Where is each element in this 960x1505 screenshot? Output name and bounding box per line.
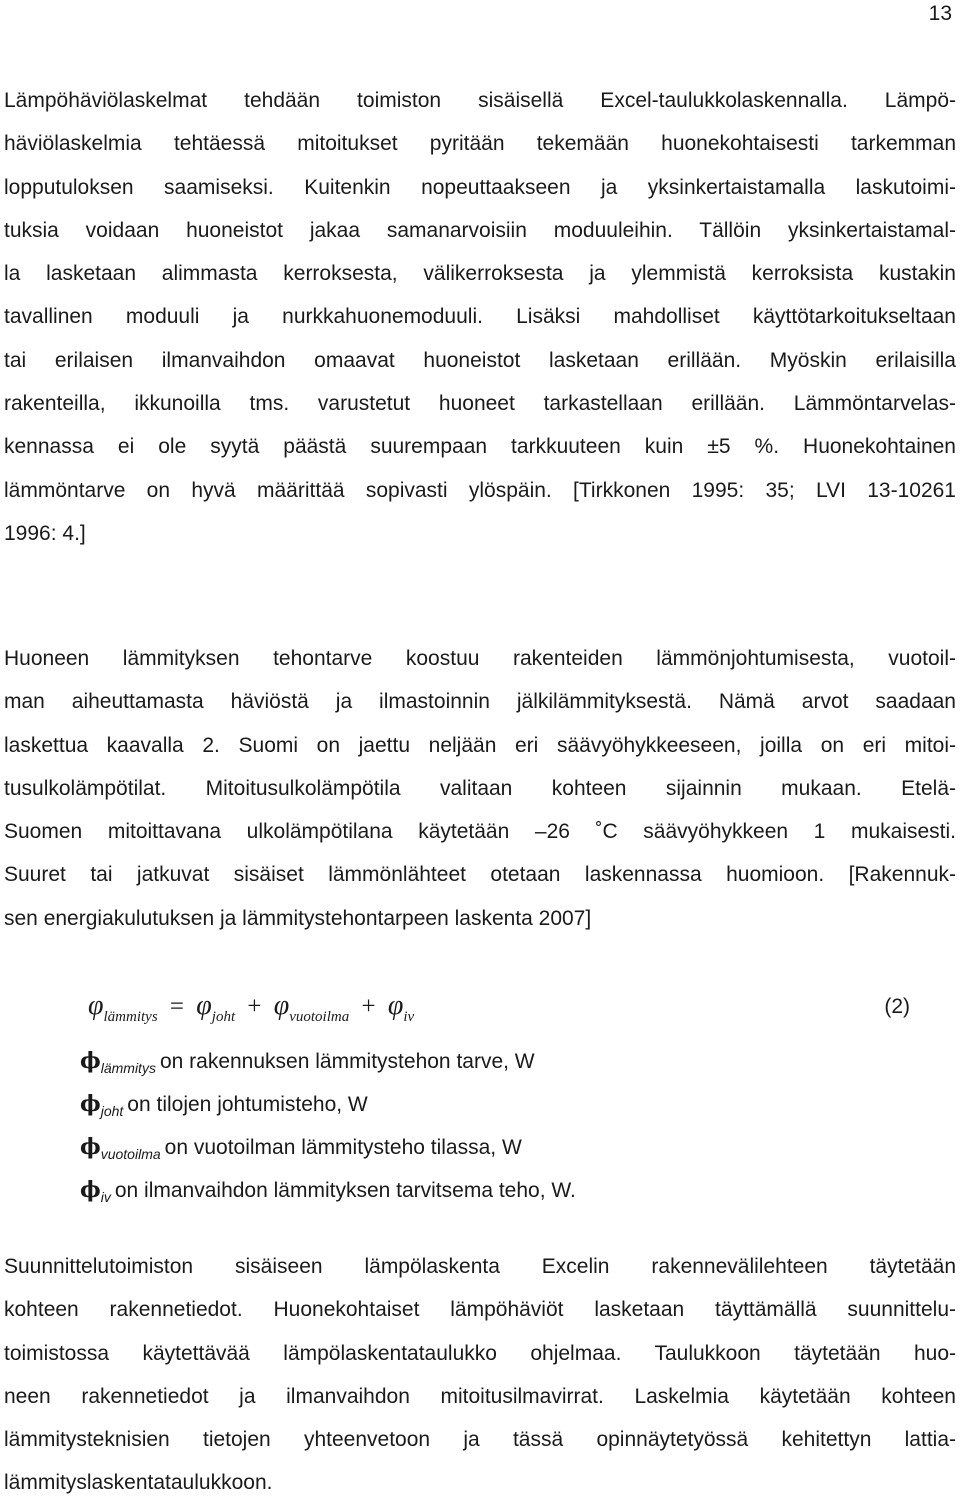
text-line: lopputuloksen saamiseksi. Kuitenkin nopeuttaakseen ja yksinkertaistamalla laskutoimi- [4, 175, 956, 199]
definition-item [80, 1126, 576, 1169]
paragraph-heat-loss-calculations [4, 79, 956, 555]
definition-item [80, 1169, 576, 1212]
text-line: Lämpöhäviölaskelmat tehdään toimiston sisäisellä Excel-taulukkolaskennalla. Lämpö- [4, 89, 956, 112]
definition-text: on tilojen johtumisteho, W [127, 1093, 368, 1116]
paragraph-heating-power-demand [4, 637, 956, 940]
paragraph-office-calculation [4, 1245, 956, 1505]
formula-subscript: joht [211, 1009, 236, 1025]
definition-subscript: lämmitys [100, 1060, 156, 1076]
text-line: Suuret tai jatkuvat sisäiset lämmönlähteet otetaan laskennassa huomioon. [Rakennuk- [4, 863, 956, 887]
text-line: Suomen mitoittavana ulkolämpötilana käytetään –26 ˚C säävyöhykkeen 1 mukaisesti. [4, 820, 956, 844]
definition-subscript: joht [100, 1103, 124, 1119]
text-line: tuksia voidaan huoneistot jakaa samanarvoisiin moduuleihin. Tällöin yksinkertaistamal- [4, 218, 956, 242]
page-number: 13 [928, 2, 952, 25]
text-line: Huoneen lämmityksen tehontarve koostuu rakenteiden lämmönjohtumisesta, vuotoil- [4, 647, 956, 670]
definition-subscript: vuotoilma [100, 1146, 161, 1162]
text-line: toimistossa käytettävää lämpölaskentataulukko ohjelmaa. Taulukkoon täytetään huo- [4, 1341, 956, 1365]
text-line: kohteen rakennetiedot. Huonekohtaiset lämpöhäviöt lasketaan täyttämällä suunnittelu- [4, 1298, 956, 1322]
formula-plus: + [247, 993, 262, 1020]
text-line: neen rakennetiedot ja ilmanvaihdon mitoitusilmavirrat. Laskelmia käytetään kohteen [4, 1384, 956, 1408]
text-line: lämmitysteknisien tietojen yhteenvetoon ja tässä opinnäytetyössä kehitettyn lattia- [4, 1428, 956, 1452]
definition-text: on vuotoilman lämmitysteho tilassa, W [164, 1136, 522, 1159]
symbol-definitions [80, 1040, 576, 1212]
definition-text: on rakennuksen lämmitystehon tarve, W [159, 1050, 535, 1073]
definition-item [80, 1040, 576, 1083]
text-line: lämmityslaskentataulukkoon. [4, 1471, 273, 1495]
text-line: rakenteilla, ikkunoilla tms. varustetut huoneet tarkastellaan erillään. Lämmöntarvelas- [4, 392, 956, 416]
definition-text: on ilmanvaihdon lämmityksen tarvitsema teho, W. [114, 1179, 576, 1202]
formula-subscript: lämmitys [103, 1009, 158, 1025]
text-line: Suunnittelutoimiston sisäiseen lämpölaskenta Excelin rakennevälilehteen täytetään [4, 1255, 956, 1278]
definition-subscript: iv [100, 1189, 111, 1205]
text-line: lämmöntarve on hyvä määrittää sopivasti ylöspäin. [Tirkkonen 1995: 35; LVI 13-10261 [4, 478, 956, 502]
text-line: laskettua kaavalla 2. Suomi on jaettu neljään eri säävyöhykkeeseen, joilla on eri mitoi- [4, 733, 956, 757]
formula-plus: + [361, 993, 376, 1020]
equation-number: (2) [884, 995, 910, 1018]
heating-power-formula [88, 990, 414, 1026]
text-line: kennassa ei ole syytä päästä suurempaan tarkkuuteen kuin ±5 %. Huonekohtainen [4, 435, 956, 459]
text-line: tusulkolämpötilat. Mitoitusulkolämpötila valitaan kohteen sijainnin mukaan. Etelä- [4, 776, 956, 800]
formula-subscript: vuotoilma [289, 1009, 350, 1025]
formula-symbol: φ [196, 990, 212, 1021]
definition-item [80, 1083, 576, 1126]
formula-symbol: φ [387, 990, 404, 1021]
definition-symbol: ϕ [80, 1134, 101, 1160]
definition-symbol: ϕ [80, 1177, 101, 1203]
formula-equals: = [169, 993, 185, 1020]
text-line: 1996: 4.] [4, 521, 86, 545]
text-line: tavallinen moduuli ja nurkkahuonemoduuli. Lisäksi mahdolliset käyttötarkoitukseltaan [4, 305, 956, 329]
text-line: la lasketaan alimmasta kerroksesta, välikerroksesta ja ylemmistä kerroksista kustakin [4, 262, 956, 286]
text-line: häviölaskelmia tehtäessä mitoitukset pyritään tekemään huonekohtaisesti tarkemman [4, 132, 956, 156]
formula-symbol: φ [88, 990, 104, 1021]
definition-symbol: ϕ [80, 1091, 101, 1117]
text-line: sen energiakulutuksen ja lämmitystehontarpeen laskenta 2007] [4, 906, 592, 930]
text-line: man aiheuttamasta häviöstä ja ilmastoinnin jälkilämmityksestä. Nämä arvot saadaan [4, 690, 956, 714]
definition-symbol: ϕ [80, 1048, 101, 1074]
text-line: tai erilaisen ilmanvaihdon omaavat huoneistot lasketaan erillään. Myöskin erilaisilla [4, 348, 956, 372]
formula-symbol: φ [273, 990, 290, 1021]
formula-subscript: iv [403, 1009, 415, 1025]
